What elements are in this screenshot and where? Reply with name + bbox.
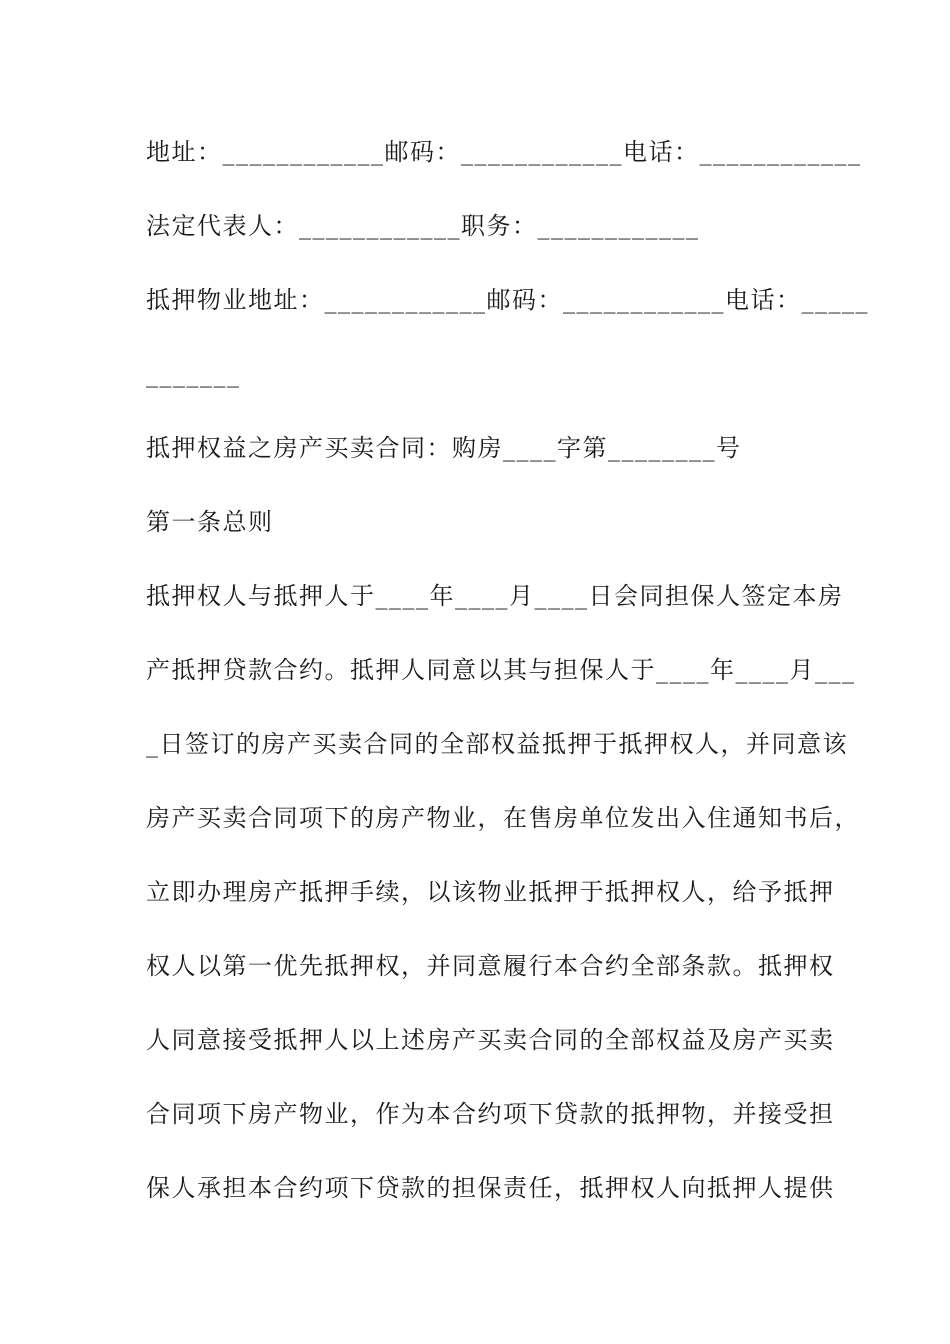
paragraph-line: 产抵押贷款合约。抵押人同意以其与担保人于____年____月___ bbox=[146, 656, 856, 684]
legal-representative-line: 法定代表人：____________职务：____________ bbox=[146, 212, 700, 240]
paragraph-line: 人同意接受抵押人以上述房产买卖合同的全部权益及房产买卖 bbox=[146, 1026, 835, 1054]
paragraph-line: 房产买卖合同项下的房产物业，在售房单位发出入住通知书后， bbox=[146, 804, 860, 832]
paragraph-line: 立即办理房产抵押手续，以该物业抵押于抵押权人，给予抵押 bbox=[146, 878, 835, 906]
address-line: 地址：____________邮码：____________电话：____________ bbox=[146, 138, 862, 166]
paragraph-line: 保人承担本合约项下贷款的担保责任，抵押权人向抵押人提供 bbox=[146, 1174, 835, 1202]
section-heading: 第一条总则 bbox=[146, 508, 274, 536]
paragraph-line: _日签订的房产买卖合同的全部权益抵押于抵押权人，并同意该 bbox=[146, 730, 848, 758]
paragraph-line: 抵押权人与抵押人于____年____月____日会同担保人签定本房 bbox=[146, 582, 844, 610]
property-address-line-continued: _______ bbox=[146, 360, 241, 388]
paragraph-line: 权人以第一优先抵押权，并同意履行本合约全部条款。抵押权 bbox=[146, 952, 835, 980]
property-address-line: 抵押物业地址：____________邮码：____________电话：_____ bbox=[146, 286, 869, 314]
paragraph-line: 合同项下房产物业，作为本合约项下贷款的抵押物，并接受担 bbox=[146, 1100, 835, 1128]
purchase-contract-line: 抵押权益之房产买卖合同：购房____字第________号 bbox=[146, 434, 742, 462]
